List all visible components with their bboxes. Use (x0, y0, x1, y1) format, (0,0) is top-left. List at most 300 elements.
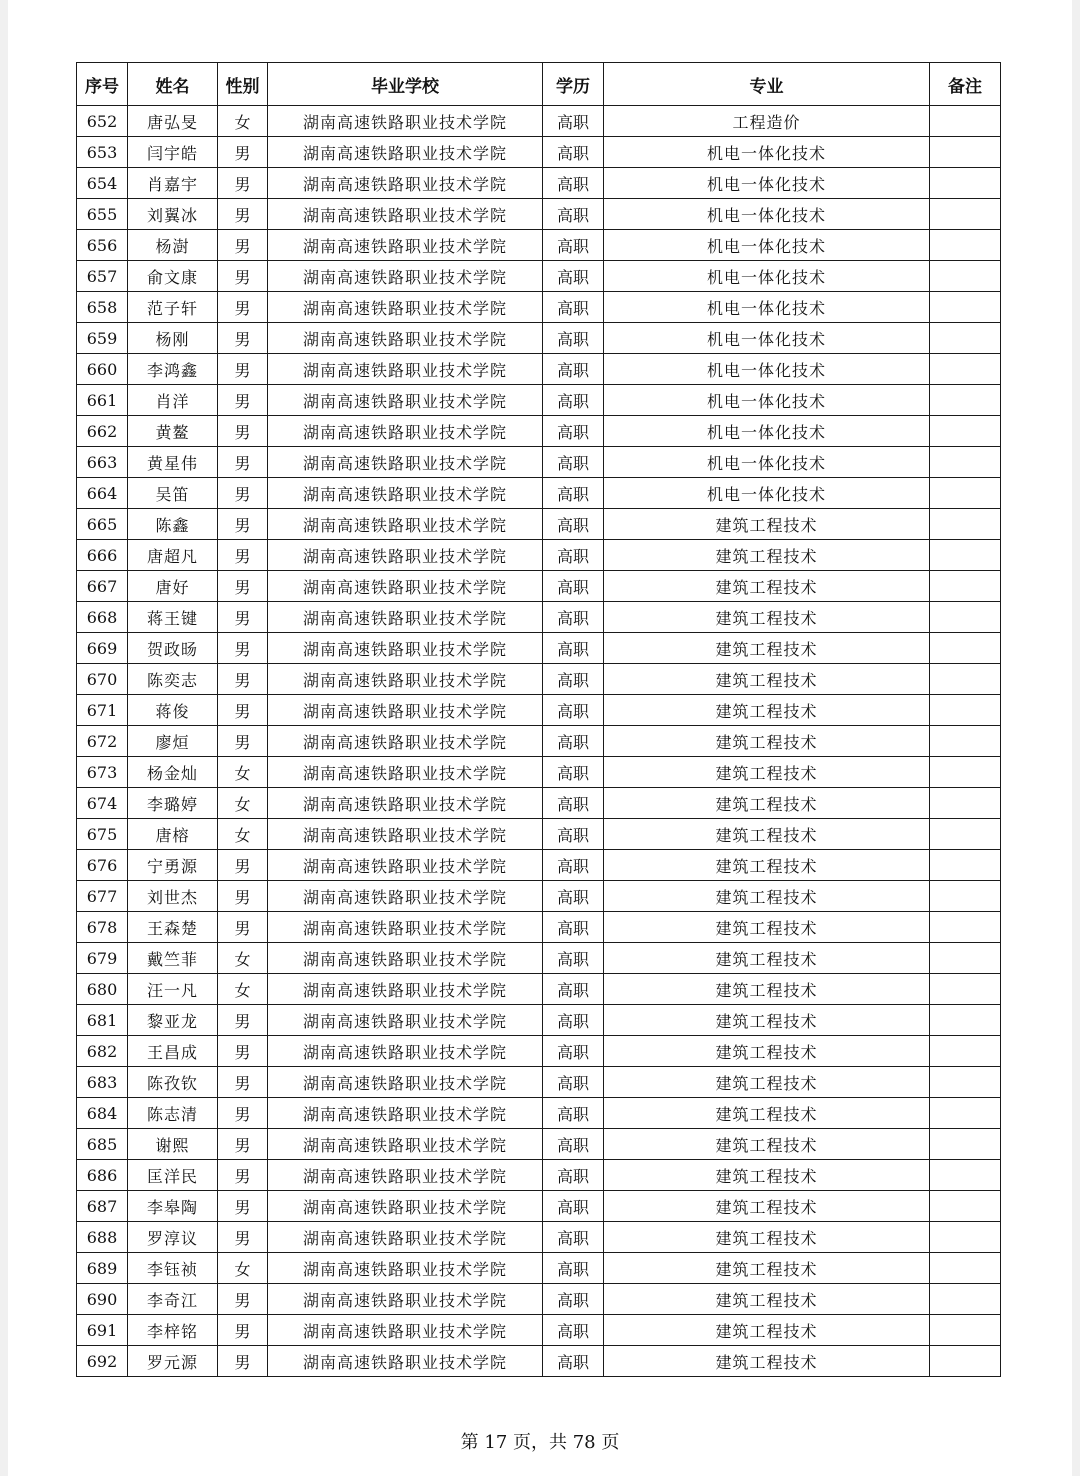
cell-gender: 男 (218, 385, 268, 416)
cell-education: 高职 (543, 819, 604, 850)
cell-major: 建筑工程技术 (604, 1129, 930, 1160)
cell-major: 建筑工程技术 (604, 974, 930, 1005)
cell-gender: 男 (218, 354, 268, 385)
cell-education: 高职 (543, 571, 604, 602)
cell-name: 黄鳌 (128, 416, 218, 447)
cell-seq: 655 (77, 199, 128, 230)
cell-seq: 683 (77, 1067, 128, 1098)
cell-remark (930, 881, 1001, 912)
cell-education: 高职 (543, 664, 604, 695)
cell-name: 陈奕志 (128, 664, 218, 695)
cell-gender: 男 (218, 1346, 268, 1377)
cell-name: 廖烜 (128, 726, 218, 757)
table-row (77, 230, 1001, 261)
cell-major: 建筑工程技术 (604, 540, 930, 571)
cell-education: 高职 (543, 850, 604, 881)
cell-school: 湖南高速铁路职业技术学院 (268, 1005, 543, 1036)
cell-major: 建筑工程技术 (604, 943, 930, 974)
cell-seq: 680 (77, 974, 128, 1005)
cell-seq: 676 (77, 850, 128, 881)
cell-major: 建筑工程技术 (604, 695, 930, 726)
cell-name: 唐超凡 (128, 540, 218, 571)
table-row (77, 912, 1001, 943)
cell-school: 湖南高速铁路职业技术学院 (268, 757, 543, 788)
cell-gender: 男 (218, 478, 268, 509)
cell-education: 高职 (543, 447, 604, 478)
cell-seq: 656 (77, 230, 128, 261)
cell-name: 唐好 (128, 571, 218, 602)
cell-remark (930, 943, 1001, 974)
cell-gender: 男 (218, 199, 268, 230)
cell-education: 高职 (543, 788, 604, 819)
cell-education: 高职 (543, 1315, 604, 1346)
cell-gender: 男 (218, 447, 268, 478)
cell-education: 高职 (543, 168, 604, 199)
cell-seq: 687 (77, 1191, 128, 1222)
cell-school: 湖南高速铁路职业技术学院 (268, 695, 543, 726)
cell-gender: 男 (218, 664, 268, 695)
cell-school: 湖南高速铁路职业技术学院 (268, 1098, 543, 1129)
cell-education: 高职 (543, 974, 604, 1005)
cell-seq: 690 (77, 1284, 128, 1315)
cell-education: 高职 (543, 1191, 604, 1222)
cell-major: 建筑工程技术 (604, 509, 930, 540)
cell-remark (930, 137, 1001, 168)
table-row (77, 478, 1001, 509)
table-row (77, 726, 1001, 757)
cell-seq: 678 (77, 912, 128, 943)
cell-remark (930, 323, 1001, 354)
cell-school: 湖南高速铁路职业技术学院 (268, 1284, 543, 1315)
cell-name: 罗淳议 (128, 1222, 218, 1253)
cell-name: 陈孜钦 (128, 1067, 218, 1098)
cell-gender: 男 (218, 168, 268, 199)
cell-education: 高职 (543, 199, 604, 230)
cell-major: 建筑工程技术 (604, 1005, 930, 1036)
cell-school: 湖南高速铁路职业技术学院 (268, 354, 543, 385)
cell-remark (930, 1129, 1001, 1160)
cell-gender: 男 (218, 602, 268, 633)
cell-gender: 男 (218, 540, 268, 571)
cell-education: 高职 (543, 602, 604, 633)
cell-remark (930, 788, 1001, 819)
cell-seq: 666 (77, 540, 128, 571)
cell-seq: 669 (77, 633, 128, 664)
cell-name: 刘世杰 (128, 881, 218, 912)
cell-major: 机电一体化技术 (604, 447, 930, 478)
cell-remark (930, 509, 1001, 540)
cell-education: 高职 (543, 509, 604, 540)
header-major: 专业 (604, 63, 930, 106)
cell-gender: 男 (218, 850, 268, 881)
table-row (77, 1067, 1001, 1098)
cell-education: 高职 (543, 1129, 604, 1160)
cell-seq: 661 (77, 385, 128, 416)
cell-gender: 男 (218, 292, 268, 323)
cell-education: 高职 (543, 1036, 604, 1067)
cell-education: 高职 (543, 540, 604, 571)
cell-name: 戴竺菲 (128, 943, 218, 974)
cell-gender: 男 (218, 1284, 268, 1315)
table-row (77, 974, 1001, 1005)
table-row (77, 540, 1001, 571)
table-row (77, 788, 1001, 819)
cell-remark (930, 447, 1001, 478)
cell-major: 建筑工程技术 (604, 726, 930, 757)
cell-name: 李奇江 (128, 1284, 218, 1315)
cell-major: 机电一体化技术 (604, 230, 930, 261)
cell-remark (930, 571, 1001, 602)
cell-name: 罗元源 (128, 1346, 218, 1377)
cell-seq: 673 (77, 757, 128, 788)
cell-gender: 男 (218, 1222, 268, 1253)
cell-remark (930, 1160, 1001, 1191)
cell-gender: 女 (218, 943, 268, 974)
cell-school: 湖南高速铁路职业技术学院 (268, 1346, 543, 1377)
cell-school: 湖南高速铁路职业技术学院 (268, 881, 543, 912)
cell-seq: 686 (77, 1160, 128, 1191)
cell-school: 湖南高速铁路职业技术学院 (268, 261, 543, 292)
table-row (77, 509, 1001, 540)
cell-name: 王昌成 (128, 1036, 218, 1067)
table-row (77, 1005, 1001, 1036)
cell-education: 高职 (543, 1284, 604, 1315)
cell-gender: 男 (218, 571, 268, 602)
cell-name: 俞文康 (128, 261, 218, 292)
cell-seq: 664 (77, 478, 128, 509)
cell-gender: 男 (218, 323, 268, 354)
cell-major: 建筑工程技术 (604, 1346, 930, 1377)
cell-major: 建筑工程技术 (604, 1284, 930, 1315)
cell-name: 李钰祯 (128, 1253, 218, 1284)
cell-education: 高职 (543, 261, 604, 292)
cell-gender: 男 (218, 1005, 268, 1036)
cell-gender: 男 (218, 137, 268, 168)
cell-remark (930, 478, 1001, 509)
cell-major: 机电一体化技术 (604, 137, 930, 168)
cell-education: 高职 (543, 106, 604, 137)
cell-seq: 658 (77, 292, 128, 323)
cell-major: 机电一体化技术 (604, 354, 930, 385)
cell-education: 高职 (543, 1253, 604, 1284)
cell-seq: 692 (77, 1346, 128, 1377)
cell-major: 建筑工程技术 (604, 1036, 930, 1067)
cell-education: 高职 (543, 292, 604, 323)
table-row (77, 1191, 1001, 1222)
cell-school: 湖南高速铁路职业技术学院 (268, 974, 543, 1005)
cell-name: 陈志清 (128, 1098, 218, 1129)
cell-remark (930, 540, 1001, 571)
cell-education: 高职 (543, 695, 604, 726)
cell-school: 湖南高速铁路职业技术学院 (268, 1253, 543, 1284)
cell-education: 高职 (543, 1160, 604, 1191)
table-row (77, 385, 1001, 416)
cell-gender: 女 (218, 757, 268, 788)
table-row (77, 137, 1001, 168)
cell-major: 机电一体化技术 (604, 385, 930, 416)
cell-school: 湖南高速铁路职业技术学院 (268, 1160, 543, 1191)
cell-school: 湖南高速铁路职业技术学院 (268, 385, 543, 416)
cell-remark (930, 757, 1001, 788)
table-row (77, 1284, 1001, 1315)
cell-gender: 男 (218, 912, 268, 943)
cell-remark (930, 292, 1001, 323)
cell-major: 机电一体化技术 (604, 323, 930, 354)
cell-major: 建筑工程技术 (604, 1253, 930, 1284)
header-education: 学历 (543, 63, 604, 106)
cell-gender: 男 (218, 1098, 268, 1129)
cell-gender: 男 (218, 1160, 268, 1191)
cell-major: 建筑工程技术 (604, 1191, 930, 1222)
cell-remark (930, 1191, 1001, 1222)
cell-remark (930, 1315, 1001, 1346)
cell-seq: 672 (77, 726, 128, 757)
cell-education: 高职 (543, 1098, 604, 1129)
cell-gender: 男 (218, 261, 268, 292)
header-school: 毕业学校 (268, 63, 543, 106)
cell-school: 湖南高速铁路职业技术学院 (268, 168, 543, 199)
cell-remark (930, 199, 1001, 230)
cell-education: 高职 (543, 230, 604, 261)
cell-name: 闫宇皓 (128, 137, 218, 168)
cell-name: 李梓铭 (128, 1315, 218, 1346)
cell-seq: 674 (77, 788, 128, 819)
cell-seq: 653 (77, 137, 128, 168)
cell-school: 湖南高速铁路职业技术学院 (268, 1315, 543, 1346)
cell-gender: 女 (218, 1253, 268, 1284)
cell-seq: 691 (77, 1315, 128, 1346)
cell-name: 黎亚龙 (128, 1005, 218, 1036)
cell-seq: 685 (77, 1129, 128, 1160)
cell-name: 贺政旸 (128, 633, 218, 664)
cell-school: 湖南高速铁路职业技术学院 (268, 571, 543, 602)
table-row (77, 168, 1001, 199)
cell-school: 湖南高速铁路职业技术学院 (268, 1067, 543, 1098)
cell-school: 湖南高速铁路职业技术学院 (268, 664, 543, 695)
cell-education: 高职 (543, 323, 604, 354)
cell-school: 湖南高速铁路职业技术学院 (268, 1036, 543, 1067)
cell-major: 建筑工程技术 (604, 602, 930, 633)
cell-education: 高职 (543, 137, 604, 168)
cell-seq: 667 (77, 571, 128, 602)
cell-education: 高职 (543, 385, 604, 416)
cell-education: 高职 (543, 1346, 604, 1377)
table-body (77, 106, 1001, 1377)
cell-name: 黄星伟 (128, 447, 218, 478)
cell-gender: 男 (218, 726, 268, 757)
cell-school: 湖南高速铁路职业技术学院 (268, 230, 543, 261)
cell-school: 湖南高速铁路职业技术学院 (268, 912, 543, 943)
cell-name: 李皋陶 (128, 1191, 218, 1222)
table-row (77, 1160, 1001, 1191)
cell-seq: 652 (77, 106, 128, 137)
cell-school: 湖南高速铁路职业技术学院 (268, 1129, 543, 1160)
cell-seq: 682 (77, 1036, 128, 1067)
cell-name: 唐榕 (128, 819, 218, 850)
table-row (77, 571, 1001, 602)
table-row (77, 292, 1001, 323)
cell-education: 高职 (543, 354, 604, 385)
table-row (77, 1222, 1001, 1253)
cell-major: 机电一体化技术 (604, 416, 930, 447)
cell-major: 建筑工程技术 (604, 571, 930, 602)
table-row (77, 1036, 1001, 1067)
cell-seq: 671 (77, 695, 128, 726)
cell-name: 李璐婷 (128, 788, 218, 819)
cell-school: 湖南高速铁路职业技术学院 (268, 1191, 543, 1222)
cell-remark (930, 1005, 1001, 1036)
cell-education: 高职 (543, 1222, 604, 1253)
cell-major: 建筑工程技术 (604, 757, 930, 788)
cell-name: 吴笛 (128, 478, 218, 509)
table-row (77, 757, 1001, 788)
table-row (77, 447, 1001, 478)
cell-major: 建筑工程技术 (604, 1098, 930, 1129)
cell-name: 汪一凡 (128, 974, 218, 1005)
cell-remark (930, 168, 1001, 199)
cell-name: 刘翼冰 (128, 199, 218, 230)
cell-school: 湖南高速铁路职业技术学院 (268, 943, 543, 974)
cell-seq: 670 (77, 664, 128, 695)
cell-seq: 662 (77, 416, 128, 447)
cell-seq: 688 (77, 1222, 128, 1253)
cell-major: 建筑工程技术 (604, 881, 930, 912)
cell-gender: 男 (218, 1315, 268, 1346)
cell-name: 杨刚 (128, 323, 218, 354)
cell-remark (930, 819, 1001, 850)
cell-name: 蒋王键 (128, 602, 218, 633)
table-row (77, 943, 1001, 974)
table-row (77, 323, 1001, 354)
cell-gender: 男 (218, 633, 268, 664)
cell-school: 湖南高速铁路职业技术学院 (268, 106, 543, 137)
cell-name: 肖洋 (128, 385, 218, 416)
table-row (77, 850, 1001, 881)
cell-education: 高职 (543, 881, 604, 912)
cell-seq: 689 (77, 1253, 128, 1284)
cell-major: 建筑工程技术 (604, 633, 930, 664)
cell-seq: 679 (77, 943, 128, 974)
cell-school: 湖南高速铁路职业技术学院 (268, 199, 543, 230)
cell-school: 湖南高速铁路职业技术学院 (268, 416, 543, 447)
cell-name: 李鸿鑫 (128, 354, 218, 385)
cell-remark (930, 1253, 1001, 1284)
table-row (77, 1346, 1001, 1377)
cell-name: 杨金灿 (128, 757, 218, 788)
table-header (77, 63, 1001, 106)
table-row (77, 602, 1001, 633)
cell-remark (930, 850, 1001, 881)
cell-major: 建筑工程技术 (604, 1160, 930, 1191)
cell-gender: 男 (218, 416, 268, 447)
cell-gender: 男 (218, 1036, 268, 1067)
cell-seq: 668 (77, 602, 128, 633)
header-name: 姓名 (128, 63, 218, 106)
cell-major: 建筑工程技术 (604, 1222, 930, 1253)
header-row (77, 63, 1001, 106)
cell-remark (930, 1067, 1001, 1098)
cell-major: 机电一体化技术 (604, 261, 930, 292)
cell-seq: 663 (77, 447, 128, 478)
cell-school: 湖南高速铁路职业技术学院 (268, 540, 543, 571)
table-row (77, 106, 1001, 137)
cell-gender: 男 (218, 695, 268, 726)
cell-major: 机电一体化技术 (604, 292, 930, 323)
cell-name: 杨澍 (128, 230, 218, 261)
table-row (77, 354, 1001, 385)
cell-remark (930, 726, 1001, 757)
cell-name: 匡洋民 (128, 1160, 218, 1191)
cell-remark (930, 106, 1001, 137)
table-row (77, 664, 1001, 695)
cell-education: 高职 (543, 726, 604, 757)
header-seq: 序号 (77, 63, 128, 106)
table-row (77, 633, 1001, 664)
cell-remark (930, 633, 1001, 664)
cell-education: 高职 (543, 416, 604, 447)
cell-education: 高职 (543, 912, 604, 943)
cell-remark (930, 1036, 1001, 1067)
cell-remark (930, 695, 1001, 726)
table-row (77, 1129, 1001, 1160)
cell-school: 湖南高速铁路职业技术学院 (268, 292, 543, 323)
cell-remark (930, 1222, 1001, 1253)
cell-school: 湖南高速铁路职业技术学院 (268, 509, 543, 540)
cell-school: 湖南高速铁路职业技术学院 (268, 850, 543, 881)
cell-remark (930, 385, 1001, 416)
header-remark: 备注 (930, 63, 1001, 106)
cell-remark (930, 261, 1001, 292)
table-row (77, 199, 1001, 230)
cell-major: 建筑工程技术 (604, 1315, 930, 1346)
cell-major: 机电一体化技术 (604, 199, 930, 230)
cell-school: 湖南高速铁路职业技术学院 (268, 726, 543, 757)
table-row (77, 1098, 1001, 1129)
cell-name: 宁勇源 (128, 850, 218, 881)
page-number: 第 17 页，共 78 页 (460, 1432, 620, 1453)
table-row (77, 819, 1001, 850)
cell-education: 高职 (543, 478, 604, 509)
cell-remark (930, 230, 1001, 261)
cell-remark (930, 1284, 1001, 1315)
cell-education: 高职 (543, 1067, 604, 1098)
table-row (77, 881, 1001, 912)
cell-gender: 女 (218, 788, 268, 819)
table-row (77, 416, 1001, 447)
cell-gender: 男 (218, 509, 268, 540)
cell-remark (930, 416, 1001, 447)
cell-gender: 女 (218, 106, 268, 137)
cell-gender: 男 (218, 1191, 268, 1222)
cell-seq: 675 (77, 819, 128, 850)
cell-seq: 654 (77, 168, 128, 199)
cell-major: 建筑工程技术 (604, 788, 930, 819)
cell-gender: 男 (218, 1129, 268, 1160)
cell-major: 机电一体化技术 (604, 478, 930, 509)
header-gender: 性别 (218, 63, 268, 106)
cell-major: 建筑工程技术 (604, 1067, 930, 1098)
cell-gender: 男 (218, 1067, 268, 1098)
table-row (77, 1315, 1001, 1346)
cell-school: 湖南高速铁路职业技术学院 (268, 478, 543, 509)
cell-remark (930, 912, 1001, 943)
cell-education: 高职 (543, 1005, 604, 1036)
table-row (77, 1253, 1001, 1284)
cell-school: 湖南高速铁路职业技术学院 (268, 323, 543, 354)
cell-major: 工程造价 (604, 106, 930, 137)
cell-seq: 659 (77, 323, 128, 354)
cell-name: 谢熙 (128, 1129, 218, 1160)
